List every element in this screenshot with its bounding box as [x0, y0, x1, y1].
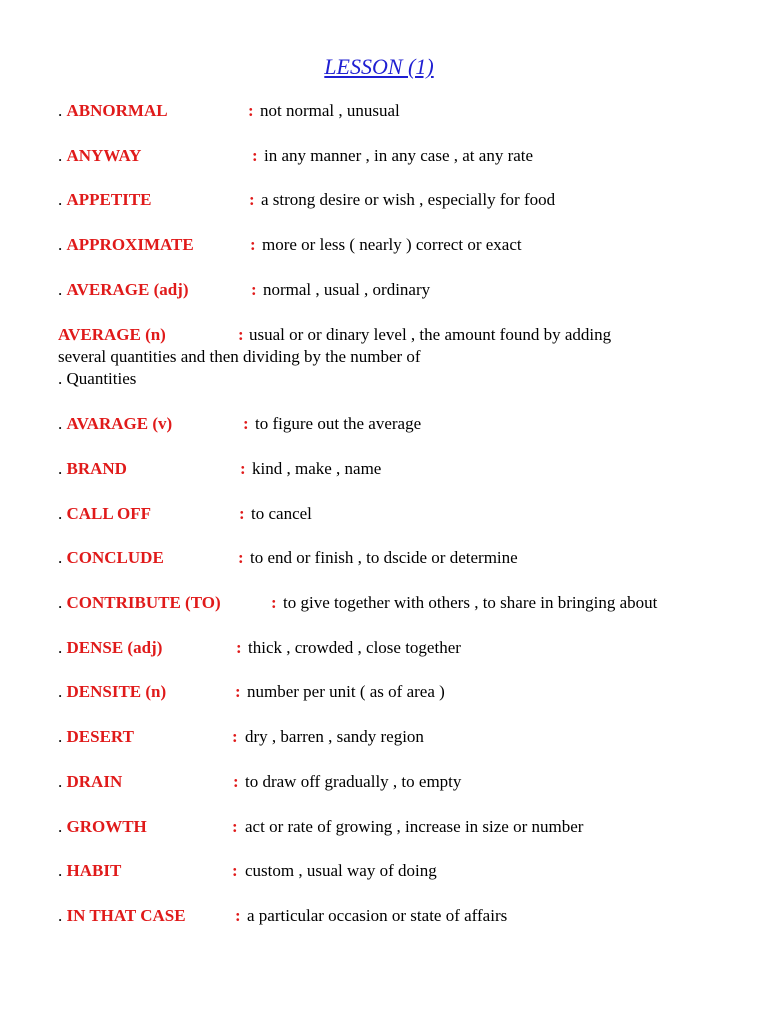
- entry-term: DENSE (adj): [66, 638, 163, 657]
- entry-definition: to figure out the average: [255, 414, 422, 433]
- bullet-dot: .: [58, 638, 67, 657]
- vocab-entry: [58, 771, 754, 793]
- entry-definition: usual or or dinary level , the amount found by adding: [249, 325, 612, 344]
- entry-colon: :: [249, 190, 255, 209]
- bullet-dot: .: [58, 861, 67, 880]
- entry-term: APPETITE: [66, 190, 152, 209]
- vocab-entry: [58, 860, 754, 882]
- bullet-dot: .: [58, 504, 67, 523]
- bullet-dot: .: [58, 682, 67, 701]
- entry-term: APPROXIMATE: [66, 235, 194, 254]
- vocab-entry: [58, 905, 754, 927]
- bullet-dot: .: [58, 906, 67, 925]
- vocab-entry: [58, 100, 754, 122]
- vocab-entry: [58, 547, 754, 569]
- entry-term: CALL OFF: [66, 504, 152, 523]
- bullet-dot: .: [58, 593, 67, 612]
- entry-definition: in any manner , in any case , at any rate: [264, 146, 534, 165]
- entry-term: GROWTH: [66, 817, 147, 836]
- entry-term: DRAIN: [66, 772, 123, 791]
- entry-term: IN THAT CASE: [66, 906, 186, 925]
- entry-colon: :: [243, 414, 249, 433]
- entry-term: CONCLUDE: [66, 548, 164, 567]
- entry-definition: a strong desire or wish , especially for food: [261, 190, 556, 209]
- entry-term: HABIT: [66, 861, 122, 880]
- vocab-entry: [58, 637, 754, 659]
- entry-colon: :: [233, 772, 239, 791]
- bullet-dot: .: [58, 817, 67, 836]
- entry-term: ABNORMAL: [66, 101, 168, 120]
- entry-colon: :: [238, 325, 244, 344]
- entry-definition: normal , usual , ordinary: [263, 280, 431, 299]
- entry-colon: :: [240, 459, 246, 478]
- entry-term: ANYWAY: [66, 146, 142, 165]
- vocab-entry: [58, 592, 754, 614]
- lesson-title: LESSON (1): [324, 54, 434, 79]
- vocab-entry: [58, 234, 754, 256]
- entry-colon: :: [235, 906, 241, 925]
- entry-definition: a particular occasion or state of affairs: [247, 906, 508, 925]
- entry-definition-continued: . Quantities: [58, 369, 137, 388]
- entry-term: AVERAGE (adj): [66, 280, 189, 299]
- entry-definition: to draw off gradually , to empty: [245, 772, 462, 791]
- entry-term: AVERAGE (n): [58, 325, 166, 344]
- entry-definition: number per unit ( as of area ): [247, 682, 445, 701]
- entry-definition: to give together with others , to share in bringing about: [283, 593, 658, 612]
- entry-colon: :: [271, 593, 277, 612]
- vocab-entry: [58, 279, 754, 301]
- entry-colon: :: [232, 861, 238, 880]
- entry-term: CONTRIBUTE (TO): [66, 593, 221, 612]
- entry-definition: custom , usual way of doing: [245, 861, 437, 880]
- vocab-entry: [58, 189, 754, 211]
- entry-definition: more or less ( nearly ) correct or exact: [262, 235, 522, 254]
- vocab-entry: [58, 726, 754, 748]
- vocab-entry: [58, 145, 754, 167]
- vocab-entry: [58, 503, 754, 525]
- bullet-dot: .: [58, 101, 67, 120]
- entry-definition: dry , barren , sandy region: [245, 727, 424, 746]
- entry-definition: kind , make , name: [252, 459, 382, 478]
- bullet-dot: .: [58, 190, 67, 209]
- entry-term: DENSITE (n): [66, 682, 167, 701]
- entry-colon: :: [250, 235, 256, 254]
- entry-colon: :: [232, 817, 238, 836]
- bullet-dot: .: [58, 414, 67, 433]
- bullet-dot: .: [58, 548, 67, 567]
- bullet-dot: .: [58, 280, 67, 299]
- entry-definition: to cancel: [251, 504, 312, 523]
- entry-colon: :: [239, 504, 245, 523]
- entry-colon: :: [252, 146, 258, 165]
- bullet-dot: .: [58, 235, 67, 254]
- entry-colon: :: [232, 727, 238, 746]
- entry-colon: :: [238, 548, 244, 567]
- vocab-entry: [58, 681, 754, 703]
- vocab-entry: [58, 458, 754, 480]
- vocab-entry: [58, 413, 754, 435]
- entry-colon: :: [248, 101, 254, 120]
- bullet-dot: .: [58, 772, 67, 791]
- entry-colon: :: [236, 638, 242, 657]
- entry-colon: :: [251, 280, 257, 299]
- entry-definition: not normal , unusual: [260, 101, 400, 120]
- entry-definition-continued: several quantities and then dividing by the number of: [58, 347, 421, 366]
- vocab-entry: [58, 816, 754, 838]
- entry-definition: thick , crowded , close together: [248, 638, 461, 657]
- entry-term: BRAND: [66, 459, 127, 478]
- entry-definition: act or rate of growing , increase in size or number: [245, 817, 584, 836]
- bullet-dot: .: [58, 459, 67, 478]
- entry-term: AVARAGE (v): [66, 414, 173, 433]
- entry-colon: :: [235, 682, 241, 701]
- entry-definition: to end or finish , to dscide or determine: [250, 548, 518, 567]
- bullet-dot: .: [58, 146, 67, 165]
- vocab-entry: [58, 324, 754, 346]
- bullet-dot: .: [58, 727, 67, 746]
- entry-term: DESERT: [66, 727, 134, 746]
